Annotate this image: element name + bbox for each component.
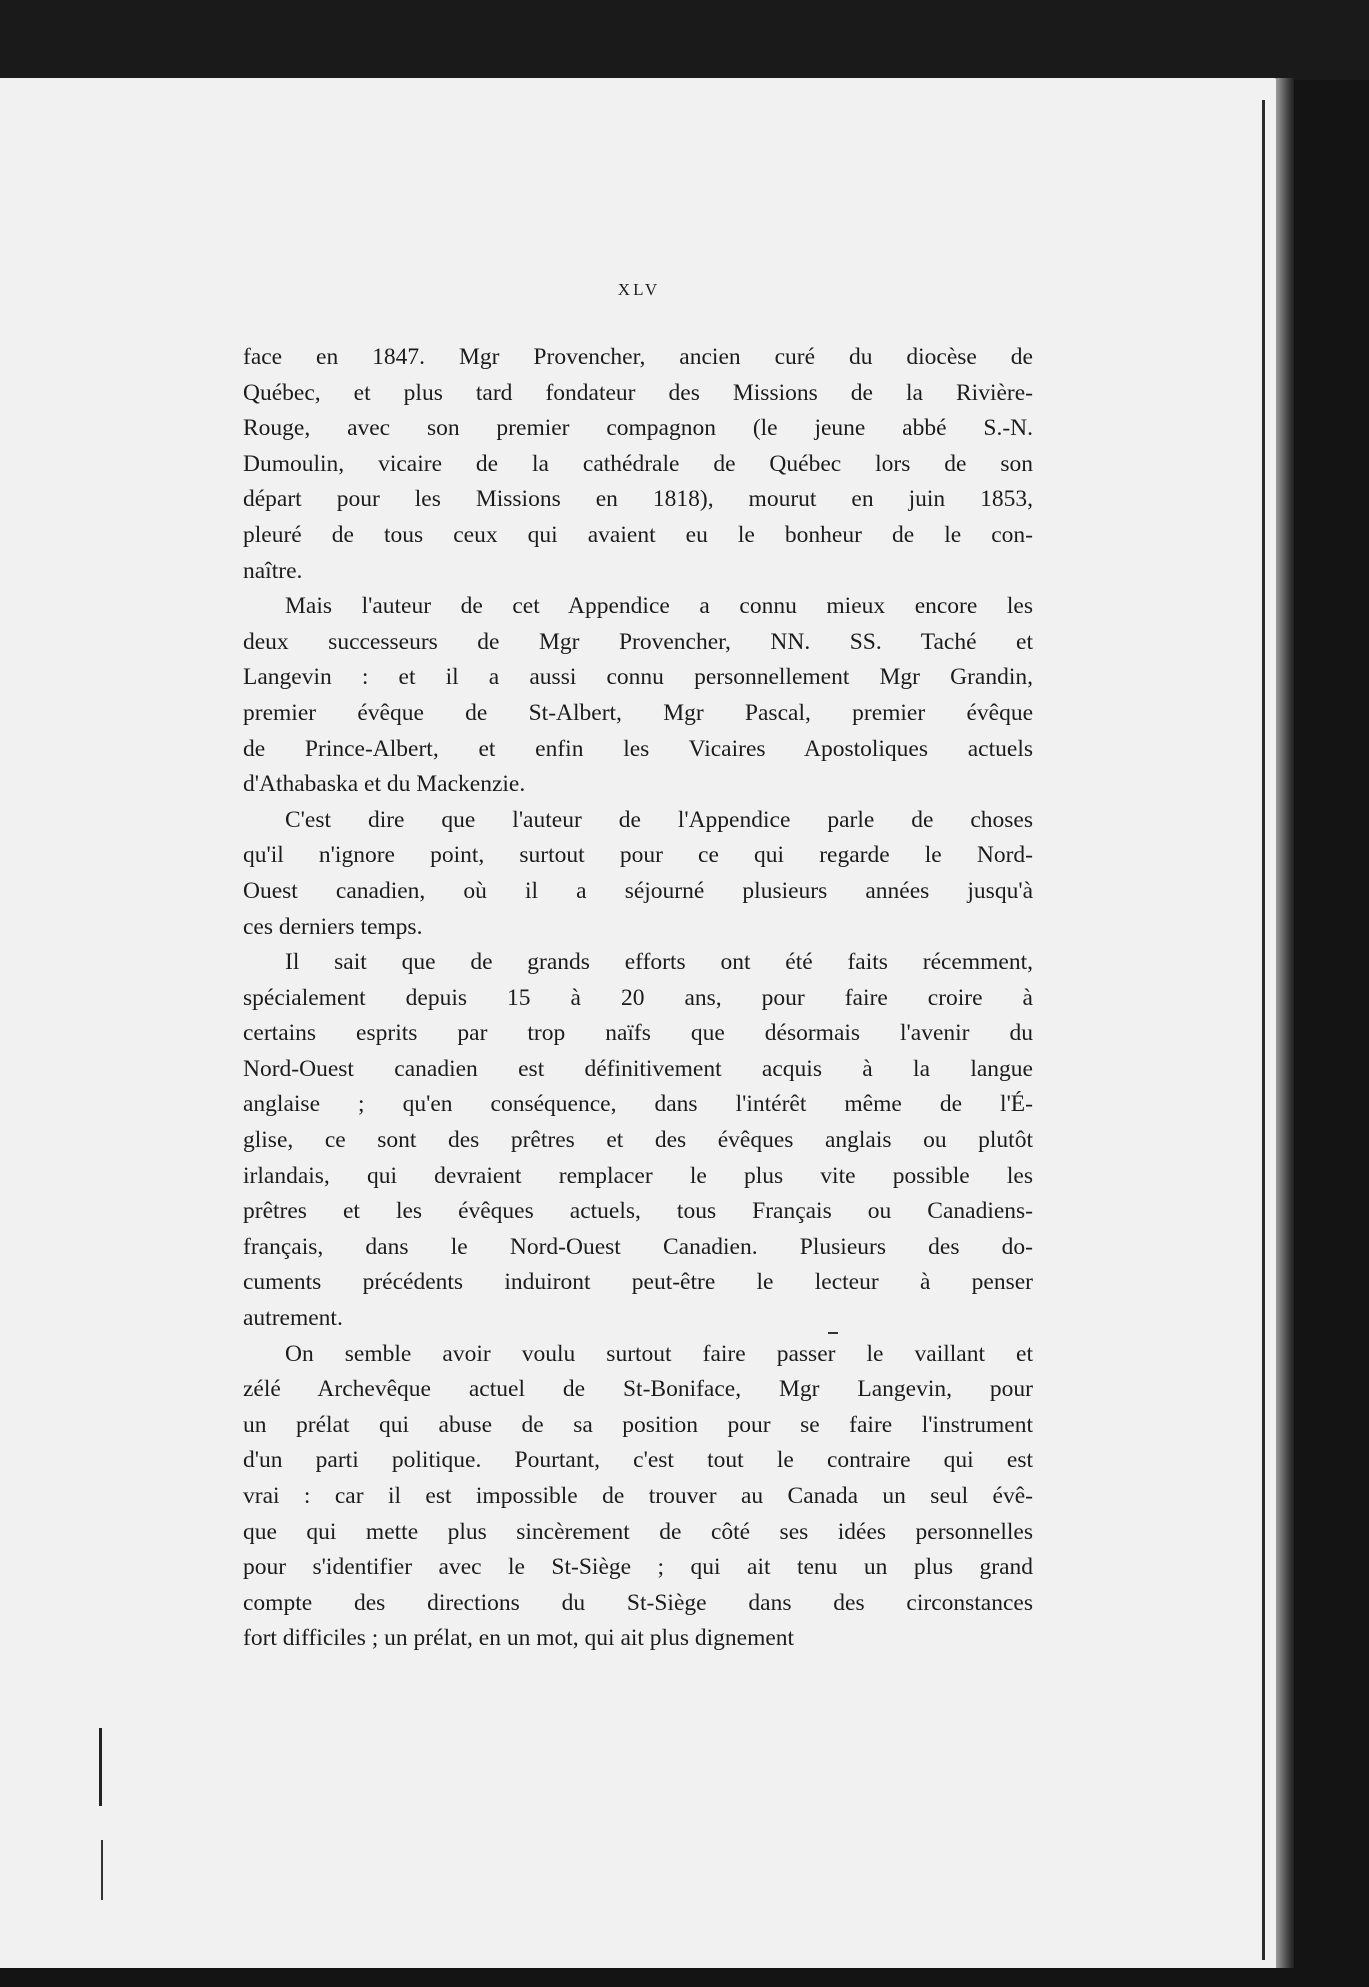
- text-line: vrai : car il est impossible de trouver au Canada un seul évê-: [243, 1483, 1033, 1509]
- text-line: Nord-Ouest canadien est définitivement acquis à la langue: [243, 1055, 1033, 1082]
- text-line: départ pour les Missions en 1818), mourut en juin 1853,: [243, 486, 1033, 513]
- text-line: zélé Archevêque actuel de St-Boniface, Mgr Langevin, pour: [243, 1376, 1033, 1403]
- text-line: ces derniers temps.: [243, 913, 423, 940]
- paragraph: [243, 589, 1033, 803]
- text-line: fort difficiles ; un prélat, en un mot, qui ait plus dignement: [243, 1625, 795, 1652]
- text-line: irlandais, qui devraient remplacer le plus vite possible les: [243, 1162, 1033, 1189]
- text-line: Il sait que de grands efforts ont été faits récemment,: [285, 949, 1033, 976]
- text-line: d'un parti politique. Pourtant, c'est tout le contraire qui est: [243, 1447, 1033, 1474]
- text-line: pleuré de tous ceux qui avaient eu le bonheur de le con-: [243, 521, 1033, 548]
- paragraph: [243, 340, 1033, 589]
- text-line: Québec, et plus tard fondateur des Missions de la Rivière-: [243, 379, 1033, 406]
- text-line: que qui mette plus sincèrement de côté ses idées personnelles: [243, 1518, 1033, 1545]
- text-line: Mais l'auteur de cet Appendice a connu mieux encore les: [285, 593, 1033, 620]
- text-line: Langevin : et il a aussi connu personnellement Mgr Grandin,: [243, 664, 1033, 691]
- text-line: C'est dire que l'auteur de l'Appendice parle de choses: [285, 806, 1033, 833]
- text-line: naître.: [243, 557, 303, 584]
- paragraph: [243, 1337, 1033, 1657]
- text-line: prêtres et les évêques actuels, tous Français ou Canadiens-: [243, 1198, 1033, 1225]
- body-text: [243, 340, 1033, 1657]
- text-line: premier évêque de St-Albert, Mgr Pascal, premier évêque: [243, 699, 1033, 726]
- print-mark: [828, 1332, 838, 1334]
- text-line: un prélat qui abuse de sa position pour se faire l'instrument: [243, 1411, 1033, 1438]
- paragraph: [243, 945, 1033, 1337]
- text-line: de Prince-Albert, et enfin les Vicaires Apostoliques actuels: [243, 735, 1033, 762]
- page-border-line: [1262, 100, 1265, 1960]
- text-line: compte des directions du St-Siège dans des circonstances: [243, 1589, 1033, 1616]
- text-line: Rouge, avec son premier compagnon (le jeune abbé S.-N.: [243, 415, 1033, 442]
- text-line: pour s'identifier avec le St-Siège ; qui ait tenu un plus grand: [243, 1554, 1033, 1581]
- text-line: cuments précédents induiront peut-être le lecteur à penser: [243, 1269, 1033, 1296]
- text-line: Dumoulin, vicaire de la cathédrale de Québec lors de son: [243, 450, 1033, 477]
- text-line: anglaise ; qu'en conséquence, dans l'intérêt même de l'É-: [243, 1091, 1033, 1118]
- text-line: On semble avoir voulu surtout faire passer le vaillant et: [285, 1340, 1033, 1367]
- margin-mark: [101, 1840, 103, 1900]
- scan-background: [0, 0, 1369, 80]
- margin-mark: [99, 1728, 102, 1806]
- text-line: qu'il n'ignore point, surtout pour ce qui regarde le Nord-: [243, 842, 1033, 869]
- text-line: certains esprits par trop naïfs que désormais l'avenir du: [243, 1020, 1033, 1047]
- text-line: autrement.: [243, 1305, 343, 1332]
- text-line: spécialement depuis 15 à 20 ans, pour faire croire à: [243, 984, 1033, 1011]
- page-edge-shadow: [1276, 78, 1294, 1968]
- paragraph: [243, 803, 1033, 945]
- page-number: XLV: [617, 280, 661, 299]
- text-line: Ouest canadien, où il a séjourné plusieurs années jusqu'à: [243, 877, 1033, 904]
- text-line: français, dans le Nord-Ouest Canadien. Plusieurs des do-: [243, 1233, 1033, 1260]
- text-line: glise, ce sont des prêtres et des évêques anglais ou plutôt: [243, 1127, 1033, 1154]
- text-line: deux successeurs de Mgr Provencher, NN. SS. Taché et: [243, 628, 1033, 655]
- text-line: d'Athabaska et du Mackenzie.: [243, 771, 526, 798]
- text-line: face en 1847. Mgr Provencher, ancien curé du diocèse de: [243, 344, 1033, 370]
